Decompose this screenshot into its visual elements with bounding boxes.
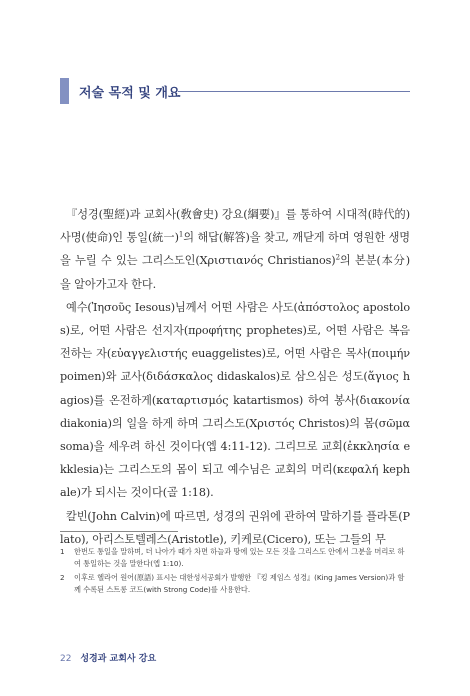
footnote-number: 2: [60, 573, 65, 582]
section-header: [60, 78, 410, 104]
body-text: [60, 203, 410, 551]
paragraph-1-text-a: 『성경(聖經)과 교회사(敎會史) 강요(綱要)』를 통하여 시대적(時代的) 사명(使命)인 통일(統一): [60, 208, 410, 245]
paragraph-2: 예수(Ἰησοῦς Iesous)님께서 어떤 사람은 사도(ἀπόστολος apostolos)로, 어떤 사람은 선지자(προφήτης prophetes)로, 어떤 사람은 복음 전하는 자(εὐαγγελιστής euaggelistes)로, 어떤 사람은 목사(ποιμήν poimen)와 교사(διδάσκαλος didaskalos)로 삼으심은 성도(ἅγιος hagios)를 온전하게(καταρτισμός katartismos) 하여 봉사(διακονία diakonia)의 일을 하게 하며 그리스도(Χριστός Christos)의 몸(σῶμα soma)을 세우려 하신 것이다(엡 4:11-12). 그리므로 교회(ἐκκλησία ekklesia)는 그리스도의 몸이 되고 예수님은 교회의 머리(κεφαλή kephale)가 되시는 것이다(골 1:18).: [60, 300, 410, 500]
footnote-text: 이후로 헬라어 원어(原語) 표시는 대한성서공회가 발행한 『킹 제임스 성경』(King James Version)과 함께 수록된 스트롱 코드(with Strong Code)를 사용한다.: [74, 573, 405, 594]
footnote-number: 1: [60, 547, 65, 556]
paragraph-1: [60, 203, 410, 296]
footnote-ref-1[interactable]: 1: [178, 230, 184, 239]
running-title: 성경과 교회사 강요: [80, 654, 157, 664]
paragraph-1-text-c: 의 본분(本分)을 알아가고자 한다.: [60, 254, 410, 291]
section-title: 저술 목적 및 개요: [79, 86, 181, 101]
page-number: 22: [60, 654, 72, 664]
footnote-text: 한번도 통일을 말하며, 더 나아가 때가 차면 하늘과 땅에 있는 모든 것을 그리스도 안에서 그분을 머리로 하여 통일하는 것을 말한다(엡 1:10).: [74, 547, 405, 568]
footnotes: [60, 546, 410, 598]
paragraph-1-text-b: 의 해답(解答)을 찾고, 깨닫게 하며 영원한 생명을 누릴 수 있는 그리스도인(Χριστιανός Christianos): [60, 231, 411, 268]
footnote-1: [60, 546, 410, 570]
footnote-divider: [60, 531, 178, 532]
page-footer: [60, 651, 156, 664]
paragraph-3: 칼빈(John Calvin)에 따르면, 성경의 권위에 관하여 말하기를 플라톤(Plato), 아리스토텔레스(Aristotle), 키케로(Cicero), 또는 그들의 무: [60, 509, 410, 546]
section-rule: [178, 91, 410, 92]
section-marker-bar: [60, 78, 69, 104]
footnote-2: [60, 572, 410, 596]
footnote-ref-2[interactable]: 2: [335, 253, 340, 262]
